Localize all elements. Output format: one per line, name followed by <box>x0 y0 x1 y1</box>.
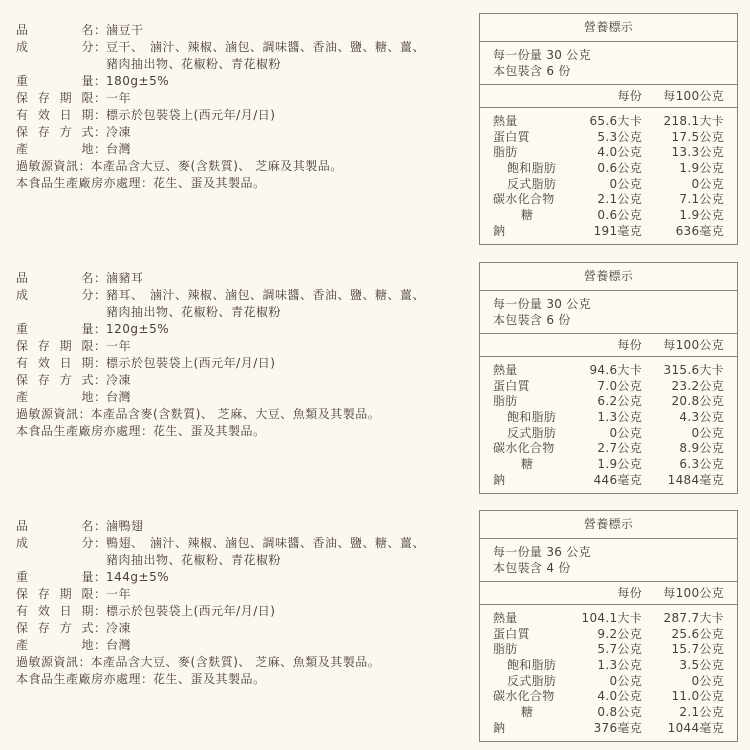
nutrition-row <box>480 394 737 410</box>
origin-row: 產 地 ： 台灣 <box>16 389 466 406</box>
nutrient-name: 鈉 <box>493 223 506 238</box>
weight-value: 120g±5% <box>106 322 170 336</box>
product-name: 滷鴨翅 <box>106 519 144 533</box>
expiry-value: 標示於包裝袋上(西元年/月/日) <box>106 108 276 122</box>
shelf-life-row: 保 存 期 限 ： 一年 <box>16 338 466 355</box>
shelf-life-label: 保 存 期 限 <box>16 587 94 601</box>
storage-row: 保 存 方 式 ： 冷凍 <box>16 124 466 141</box>
per-serving-value: 0.6公克 <box>597 208 642 223</box>
shelf-life-value: 一年 <box>106 91 132 105</box>
expiry-label: 有 效 日 期 <box>16 604 94 618</box>
nutrition-rows <box>480 357 737 493</box>
nutrition-header-row <box>480 85 737 108</box>
allergen-row: 過敏源資訊 ： 本產品含麥(含麩質)、 芝麻、大豆、魚類及其製品。 <box>16 406 466 423</box>
origin-row: 產 地 ： 台灣 <box>16 637 466 654</box>
nutrition-row <box>480 114 737 130</box>
per-100g-value: 315.6大卡 <box>663 363 724 377</box>
per-serving-header: 每份 <box>617 338 642 352</box>
serving-size: 每一份量 30 公克 <box>493 297 591 311</box>
per-serving-value: 1.9公克 <box>597 457 642 472</box>
per-100g-value: 287.7大卡 <box>663 611 724 625</box>
nutrition-row <box>480 363 737 379</box>
per-serving-value: 65.6大卡 <box>589 114 642 128</box>
per-100g-value: 13.3公克 <box>671 145 724 160</box>
name-row: 品 名 ： 滷鴨翅 <box>16 518 466 535</box>
weight-value: 144g±5% <box>106 570 170 584</box>
ingredients-line1: 豬耳、 滷汁、辣椒、滷包、調味醬、香油、鹽、糖、薑、 <box>106 288 426 302</box>
facility-value: 花生、蛋及其製品。 <box>153 672 266 686</box>
nutrition-header-row <box>480 334 737 357</box>
nutrition-row <box>480 473 737 489</box>
nutrition-title: 營養標示 <box>480 14 737 42</box>
facility-row: 本食品生產廠房亦處理 ： 花生、蛋及其製品。 <box>16 175 466 192</box>
shelf-life-row: 保 存 期 限 ： 一年 <box>16 586 466 603</box>
nutrition-row <box>480 208 737 224</box>
per-100g-header: 每100公克 <box>663 338 724 352</box>
nutrient-name: 蛋白質 <box>493 626 530 641</box>
nutrient-name: 蛋白質 <box>493 129 530 144</box>
allergen-label: 過敏源資訊 <box>16 655 79 669</box>
ingredients-label: 成 分 <box>16 40 94 54</box>
servings-per-package: 本包裝含 6 份 <box>493 313 571 327</box>
expiry-value: 標示於包裝袋上(西元年/月/日) <box>106 604 276 618</box>
per-100g-value: 0公克 <box>691 176 724 191</box>
facility-label: 本食品生產廠房亦處理 <box>16 672 142 686</box>
nutrition-row <box>480 721 737 737</box>
nutrient-name: 反式脂肪 <box>507 673 557 688</box>
ingredients-row-2 <box>16 552 466 569</box>
per-100g-value: 6.3公克 <box>679 457 724 472</box>
per-serving-header: 每份 <box>617 89 642 103</box>
per-100g-value: 11.0公克 <box>671 689 724 704</box>
nutrient-name: 熱量 <box>493 611 518 625</box>
nutrient-name: 碳水化合物 <box>493 689 555 704</box>
per-100g-value: 1.9公克 <box>679 208 724 223</box>
per-100g-value: 7.1公克 <box>679 192 724 207</box>
nutrition-facts-table <box>479 13 738 245</box>
per-100g-value: 0公克 <box>691 425 724 440</box>
facility-value: 花生、蛋及其製品。 <box>153 424 266 438</box>
allergen-value: 本產品含大豆、麥(含麩質)、 芝麻、魚類及其製品。 <box>90 655 381 669</box>
per-serving-value: 0公克 <box>609 673 642 688</box>
nutrient-name: 糖 <box>521 457 534 472</box>
per-serving-value: 376毫克 <box>593 720 642 735</box>
serving-info <box>480 42 737 85</box>
storage-value: 冷凍 <box>106 373 132 387</box>
per-serving-value: 94.6大卡 <box>589 363 642 377</box>
nutrient-name: 飽和脂肪 <box>507 410 557 425</box>
per-serving-header: 每份 <box>617 586 642 600</box>
nutrient-name: 糖 <box>521 208 534 223</box>
serving-size: 每一份量 30 公克 <box>493 48 591 62</box>
ingredients-line2: 豬肉抽出物、花椒粉、青花椒粉 <box>106 305 282 319</box>
nutrition-row <box>480 441 737 457</box>
serving-size: 每一份量 36 公克 <box>493 545 591 559</box>
serving-info <box>480 291 737 334</box>
weight-row: 重 量 ： 120g±5% <box>16 321 466 338</box>
ingredients-line1: 鴨翅、 滷汁、辣椒、滷包、調味醬、香油、鹽、糖、薑、 <box>106 536 426 550</box>
per-serving-value: 6.2公克 <box>597 394 642 409</box>
storage-label: 保 存 方 式 <box>16 125 94 139</box>
per-serving-value: 1.3公克 <box>597 658 642 673</box>
weight-value: 180g±5% <box>106 74 170 88</box>
nutrient-name: 碳水化合物 <box>493 192 555 207</box>
nutrition-row <box>480 674 737 690</box>
per-serving-value: 2.7公克 <box>597 441 642 456</box>
nutrition-row <box>480 627 737 643</box>
facility-value: 花生、蛋及其製品。 <box>153 176 266 190</box>
nutrition-rows <box>480 108 737 244</box>
per-serving-value: 104.1大卡 <box>581 611 642 625</box>
product-name: 滷豬耳 <box>106 271 144 285</box>
per-100g-header: 每100公克 <box>663 89 724 103</box>
nutrient-name: 蛋白質 <box>493 378 530 393</box>
facility-label: 本食品生產廠房亦處理 <box>16 424 142 438</box>
storage-label: 保 存 方 式 <box>16 373 94 387</box>
allergen-row: 過敏源資訊 ： 本產品含大豆、麥(含麩質)、 芝麻及其製品。 <box>16 158 466 175</box>
ingredients-row: 成 分 ： 鴨翅、 滷汁、辣椒、滷包、調味醬、香油、鹽、糖、薑、 <box>16 535 466 552</box>
expiry-value: 標示於包裝袋上(西元年/月/日) <box>106 356 276 370</box>
nutrient-name: 熱量 <box>493 114 518 128</box>
per-serving-value: 191毫克 <box>593 223 642 238</box>
per-100g-value: 1044毫克 <box>667 720 724 735</box>
product-info <box>16 518 466 688</box>
origin-label: 產 地 <box>16 390 94 404</box>
name-label: 品 名 <box>16 23 94 37</box>
per-100g-value: 4.3公克 <box>679 410 724 425</box>
nutrient-name: 鈉 <box>493 472 506 487</box>
storage-value: 冷凍 <box>106 125 132 139</box>
product-section-3 <box>0 496 750 736</box>
nutrition-row <box>480 224 737 240</box>
ingredients-row-2 <box>16 56 466 73</box>
per-serving-value: 9.2公克 <box>597 626 642 641</box>
weight-row: 重 量 ： 144g±5% <box>16 569 466 586</box>
origin-row: 產 地 ： 台灣 <box>16 141 466 158</box>
nutrition-row <box>480 642 737 658</box>
facility-row: 本食品生產廠房亦處理 ： 花生、蛋及其製品。 <box>16 423 466 440</box>
per-serving-value: 4.0公克 <box>597 689 642 704</box>
name-row: 品 名 ： 滷豬耳 <box>16 270 466 287</box>
ingredients-row-2 <box>16 304 466 321</box>
per-serving-value: 5.3公克 <box>597 129 642 144</box>
nutrient-name: 反式脂肪 <box>507 176 557 191</box>
per-100g-value: 17.5公克 <box>671 129 724 144</box>
nutrition-row <box>480 611 737 627</box>
origin-label: 產 地 <box>16 142 94 156</box>
per-100g-value: 636毫克 <box>675 223 724 238</box>
allergen-row: 過敏源資訊 ： 本產品含大豆、麥(含麩質)、 芝麻、魚類及其製品。 <box>16 654 466 671</box>
expiry-label: 有 效 日 期 <box>16 108 94 122</box>
nutrient-name: 飽和脂肪 <box>507 658 557 673</box>
nutrient-name: 熱量 <box>493 363 518 377</box>
per-serving-value: 4.0公克 <box>597 145 642 160</box>
ingredients-row: 成 分 ： 豬耳、 滷汁、辣椒、滷包、調味醬、香油、鹽、糖、薑、 <box>16 287 466 304</box>
ingredients-label: 成 分 <box>16 536 94 550</box>
nutrition-facts-table <box>479 262 738 494</box>
nutrition-row <box>480 130 737 146</box>
nutrient-name: 糖 <box>521 705 534 720</box>
nutrient-name: 鈉 <box>493 720 506 735</box>
per-100g-value: 1484毫克 <box>667 472 724 487</box>
nutrition-rows <box>480 605 737 741</box>
nutrient-name: 脂肪 <box>493 394 518 409</box>
nutrition-header-row <box>480 582 737 605</box>
expiry-row: 有 效 日 期 ： 標示於包裝袋上(西元年/月/日) <box>16 355 466 372</box>
expiry-row: 有 效 日 期 ： 標示於包裝袋上(西元年/月/日) <box>16 603 466 620</box>
per-serving-value: 5.7公克 <box>597 642 642 657</box>
ingredients-row: 成 分 ： 豆干、 滷汁、辣椒、滷包、調味醬、香油、鹽、糖、薑、 <box>16 39 466 56</box>
nutrition-row <box>480 689 737 705</box>
per-serving-value: 446毫克 <box>593 472 642 487</box>
per-serving-value: 0.8公克 <box>597 705 642 720</box>
allergen-value: 本產品含大豆、麥(含麩質)、 芝麻及其製品。 <box>90 159 343 173</box>
name-label: 品 名 <box>16 519 94 533</box>
servings-per-package: 本包裝含 4 份 <box>493 561 571 575</box>
weight-label: 重 量 <box>16 322 94 336</box>
ingredients-line1: 豆干、 滷汁、辣椒、滷包、調味醬、香油、鹽、糖、薑、 <box>106 40 426 54</box>
shelf-life-label: 保 存 期 限 <box>16 339 94 353</box>
per-100g-value: 0公克 <box>691 673 724 688</box>
nutrition-facts-table <box>479 510 738 742</box>
nutrition-row <box>480 192 737 208</box>
servings-per-package: 本包裝含 6 份 <box>493 64 571 78</box>
shelf-life-label: 保 存 期 限 <box>16 91 94 105</box>
product-name: 滷豆干 <box>106 23 144 37</box>
ingredients-label: 成 分 <box>16 288 94 302</box>
per-100g-header: 每100公克 <box>663 586 724 600</box>
storage-label: 保 存 方 式 <box>16 621 94 635</box>
weight-row: 重 量 ： 180g±5% <box>16 73 466 90</box>
per-serving-value: 0公克 <box>609 176 642 191</box>
origin-value: 台灣 <box>106 390 132 404</box>
per-100g-value: 2.1公克 <box>679 705 724 720</box>
nutrient-name: 脂肪 <box>493 145 518 160</box>
shelf-life-row: 保 存 期 限 ： 一年 <box>16 90 466 107</box>
nutrition-row <box>480 145 737 161</box>
nutrition-row <box>480 379 737 395</box>
per-100g-value: 8.9公克 <box>679 441 724 456</box>
expiry-label: 有 效 日 期 <box>16 356 94 370</box>
nutrition-row <box>480 161 737 177</box>
weight-label: 重 量 <box>16 74 94 88</box>
per-serving-value: 2.1公克 <box>597 192 642 207</box>
shelf-life-value: 一年 <box>106 587 132 601</box>
per-serving-value: 0公克 <box>609 425 642 440</box>
serving-info <box>480 539 737 582</box>
storage-row: 保 存 方 式 ： 冷凍 <box>16 620 466 637</box>
name-label: 品 名 <box>16 271 94 285</box>
ingredients-line2: 豬肉抽出物、花椒粉、青花椒粉 <box>106 57 282 71</box>
per-serving-value: 7.0公克 <box>597 378 642 393</box>
allergen-label: 過敏源資訊 <box>16 159 79 173</box>
nutrition-row <box>480 658 737 674</box>
storage-row: 保 存 方 式 ： 冷凍 <box>16 372 466 389</box>
nutrient-name: 飽和脂肪 <box>507 161 557 176</box>
origin-value: 台灣 <box>106 638 132 652</box>
product-section-1 <box>0 0 750 240</box>
origin-value: 台灣 <box>106 142 132 156</box>
nutrition-title: 營養標示 <box>480 511 737 539</box>
per-100g-value: 3.5公克 <box>679 658 724 673</box>
origin-label: 產 地 <box>16 638 94 652</box>
nutrition-title: 營養標示 <box>480 263 737 291</box>
nutrient-name: 脂肪 <box>493 642 518 657</box>
nutrition-row <box>480 705 737 721</box>
product-section-2 <box>0 248 750 488</box>
per-serving-value: 1.3公克 <box>597 410 642 425</box>
per-100g-value: 15.7公克 <box>671 642 724 657</box>
product-info <box>16 270 466 440</box>
per-100g-value: 20.8公克 <box>671 394 724 409</box>
per-100g-value: 218.1大卡 <box>663 114 724 128</box>
expiry-row: 有 效 日 期 ： 標示於包裝袋上(西元年/月/日) <box>16 107 466 124</box>
nutrition-row <box>480 457 737 473</box>
weight-label: 重 量 <box>16 570 94 584</box>
nutrition-row <box>480 177 737 193</box>
allergen-label: 過敏源資訊 <box>16 407 79 421</box>
storage-value: 冷凍 <box>106 621 132 635</box>
per-serving-value: 0.6公克 <box>597 161 642 176</box>
nutrient-name: 碳水化合物 <box>493 441 555 456</box>
per-100g-value: 1.9公克 <box>679 161 724 176</box>
nutrition-row <box>480 410 737 426</box>
shelf-life-value: 一年 <box>106 339 132 353</box>
per-100g-value: 25.6公克 <box>671 626 724 641</box>
nutrient-name: 反式脂肪 <box>507 425 557 440</box>
name-row: 品 名 ： 滷豆干 <box>16 22 466 39</box>
per-100g-value: 23.2公克 <box>671 378 724 393</box>
facility-row: 本食品生產廠房亦處理 ： 花生、蛋及其製品。 <box>16 671 466 688</box>
facility-label: 本食品生產廠房亦處理 <box>16 176 142 190</box>
ingredients-line2: 豬肉抽出物、花椒粉、青花椒粉 <box>106 553 282 567</box>
nutrition-row <box>480 426 737 442</box>
product-info <box>16 22 466 192</box>
allergen-value: 本產品含麥(含麩質)、 芝麻、大豆、魚類及其製品。 <box>90 407 381 421</box>
